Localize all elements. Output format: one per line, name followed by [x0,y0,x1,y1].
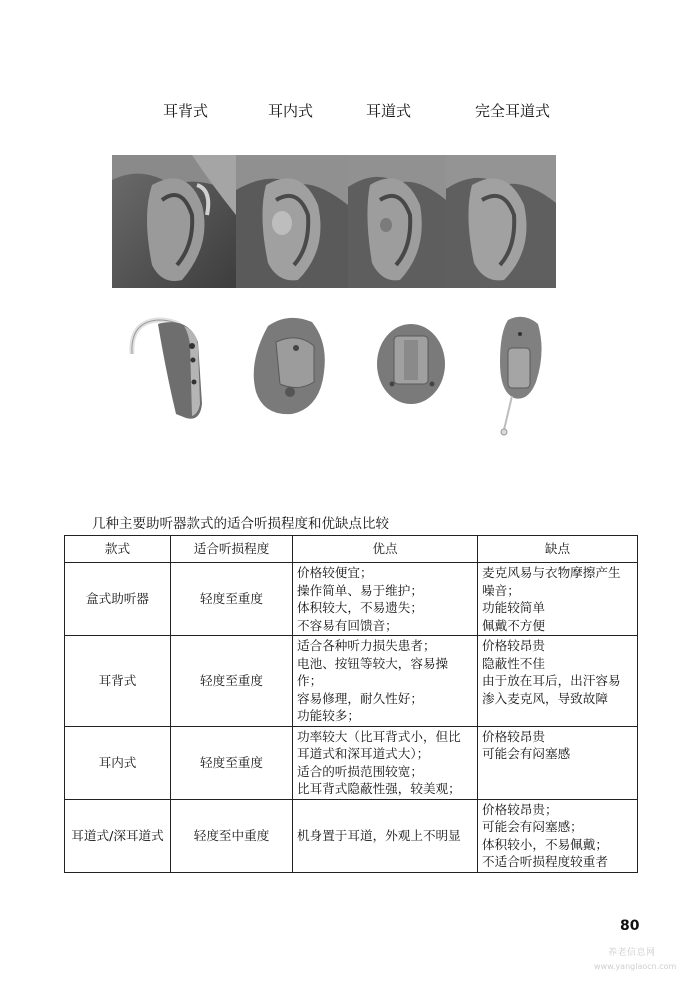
header-pros: 优点 [293,536,478,563]
cell-pros [293,563,478,636]
con-item: 功能较简单 [482,600,545,615]
pro-item: 功率较大（比耳背式小，但比耳道式和深耳道式大）； [297,728,461,761]
con-item: 佩戴不方便 [482,617,545,633]
con-item: 价格较昂贵； [482,801,558,817]
pro-item: 容易修理，耐久性好； [297,690,423,706]
pro-item: 价格较便宜； [297,565,373,580]
cell-style: 耳背式 [65,636,171,727]
pro-item: 电池、按钮等较大，容易操作； [297,655,449,688]
con-item: 价格较昂贵 [482,728,545,744]
ear-photo-behind-the-ear [112,155,236,288]
pro-item: 机身置于耳道，外观上不明显 [297,827,461,843]
cell-cons [478,636,638,727]
cell-style: 盒式助听器 [65,563,171,636]
in-the-canal-device [372,312,450,412]
cell-pros [293,799,478,872]
con-item: 由于放在耳后，出汗容易渗入麦克风，导致故障 [482,673,621,706]
label-in-the-canal: 耳道式 [366,102,412,120]
cell-pros [293,636,478,727]
cell-cons [478,726,638,799]
cell-pros [293,726,478,799]
con-item: 可能会有闷塞感； [482,819,583,834]
cell-degree: 轻度至中重度 [171,799,293,872]
con-item: 价格较昂贵 [482,638,545,653]
label-completely-in-canal: 完全耳道式 [475,102,551,120]
watermark-url: www.yanglaocn.com [594,962,677,971]
page-number: 80 [620,918,640,934]
header-style: 款式 [65,536,171,563]
table-row [65,636,638,727]
con-item: 体积较小，不易佩戴； [482,836,608,852]
pro-item: 操作简单、易于维护； [297,582,423,598]
table-row [65,563,638,636]
con-item: 麦克风易与衣物摩擦产生噪音； [482,565,621,598]
cell-degree: 轻度至重度 [171,563,293,636]
con-item: 隐蔽性不佳 [482,655,545,671]
watermark-text: 养老信息网 [608,948,656,958]
pro-item: 比耳背式隐蔽性强，较美观； [297,781,461,796]
cell-degree: 轻度至重度 [171,636,293,727]
con-item: 可能会有闷塞感 [482,746,571,761]
pro-item: 适合各种听力损失患者； [297,638,436,653]
pro-item: 功能较多； [297,708,360,723]
header-degree: 适合听损程度 [171,536,293,563]
table-row [65,799,638,872]
cell-style: 耳道式/深耳道式 [65,799,171,872]
ear-photo-completely-in-canal [446,155,556,288]
table-caption: 几种主要助听器款式的适合听损程度和优缺点比较 [92,516,389,532]
table-header-row [65,536,638,563]
table-row [65,726,638,799]
cell-degree: 轻度至重度 [171,726,293,799]
header-cons: 缺点 [478,536,638,563]
pro-item: 体积较大，不易遗失； [297,600,423,615]
cell-cons [478,799,638,872]
label-behind-the-ear: 耳背式 [163,102,209,120]
ear-photo-in-the-ear [236,155,348,288]
con-item: 不适合听损程度较重者 [482,854,608,869]
cell-style: 耳内式 [65,726,171,799]
style-labels [0,100,700,124]
in-the-ear-device [248,312,330,417]
pro-item: 不容易有回馈音； [297,617,398,633]
behind-the-ear-device [118,312,210,424]
completely-in-canal-device [494,312,546,440]
comparison-table [64,535,638,873]
pro-item: 适合的听损范围较宽； [297,763,423,779]
ear-photo-in-the-canal [348,155,446,288]
label-in-the-ear: 耳内式 [268,102,314,120]
cell-cons [478,563,638,636]
